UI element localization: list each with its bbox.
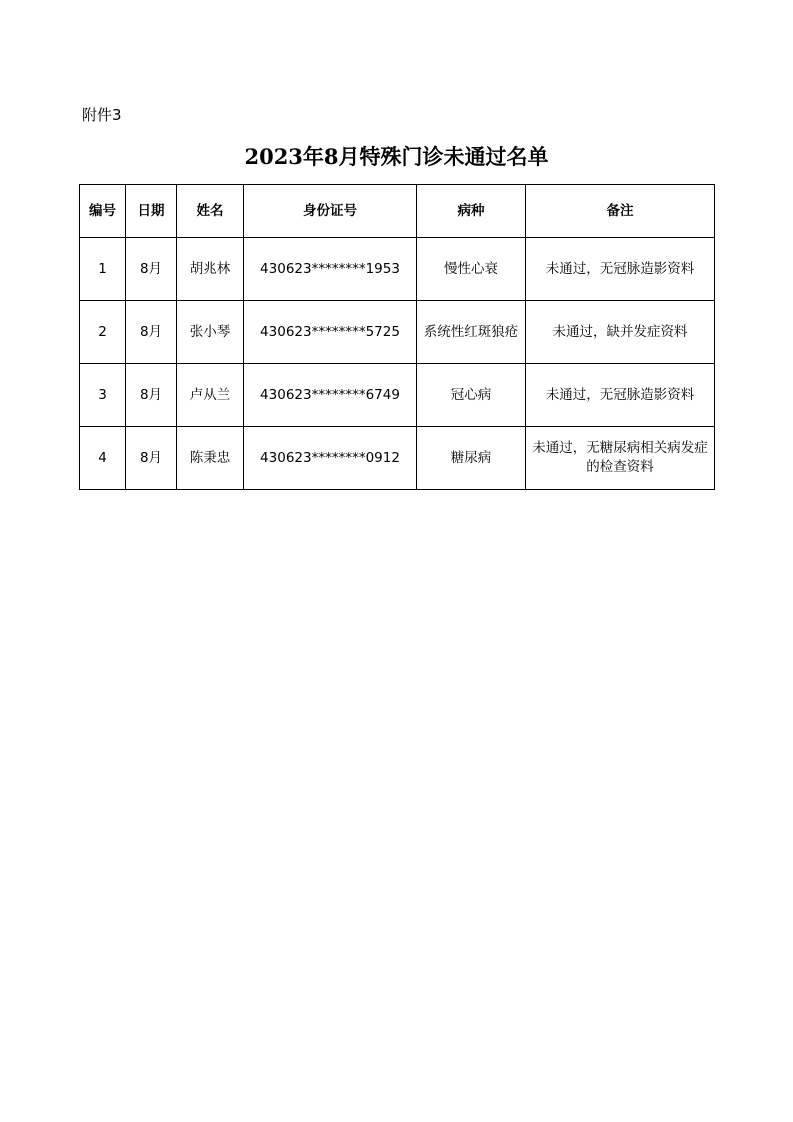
cell-disease: 糖尿病 bbox=[417, 427, 526, 490]
header-id-number: 身份证号 bbox=[244, 185, 417, 238]
document-title: 2023年8月特殊门诊未通过名单 bbox=[244, 144, 549, 169]
table-row bbox=[80, 301, 715, 364]
cell-number: 3 bbox=[80, 364, 126, 427]
cell-remarks: 未通过，无冠脉造影资料 bbox=[526, 238, 715, 301]
cell-number: 1 bbox=[80, 238, 126, 301]
header-remarks: 备注 bbox=[526, 185, 715, 238]
cell-remarks: 未通过，无冠脉造影资料 bbox=[526, 364, 715, 427]
cell-id-number: 430623********0912 bbox=[244, 427, 417, 490]
table-row bbox=[80, 427, 715, 490]
header-date: 日期 bbox=[126, 185, 177, 238]
cell-remarks: 未通过，无糖尿病相关病发症的检查资料 bbox=[526, 427, 715, 490]
table-row bbox=[80, 364, 715, 427]
cell-number: 4 bbox=[80, 427, 126, 490]
cell-disease: 慢性心衰 bbox=[417, 238, 526, 301]
table-header-row bbox=[80, 185, 715, 238]
cell-id-number: 430623********1953 bbox=[244, 238, 417, 301]
cell-date: 8月 bbox=[126, 238, 177, 301]
cell-remarks: 未通过，缺并发症资料 bbox=[526, 301, 715, 364]
cell-name: 陈秉忠 bbox=[177, 427, 244, 490]
cell-date: 8月 bbox=[126, 364, 177, 427]
cell-number: 2 bbox=[80, 301, 126, 364]
cell-date: 8月 bbox=[126, 427, 177, 490]
cell-disease: 系统性红斑狼疮 bbox=[417, 301, 526, 364]
table-row bbox=[80, 238, 715, 301]
cell-name: 卢从兰 bbox=[177, 364, 244, 427]
header-number: 编号 bbox=[80, 185, 126, 238]
header-disease: 病种 bbox=[417, 185, 526, 238]
attachment-label: 附件3 bbox=[82, 106, 122, 124]
header-name: 姓名 bbox=[177, 185, 244, 238]
cell-name: 胡兆林 bbox=[177, 238, 244, 301]
cell-name: 张小琴 bbox=[177, 301, 244, 364]
cell-disease: 冠心病 bbox=[417, 364, 526, 427]
cell-date: 8月 bbox=[126, 301, 177, 364]
cell-id-number: 430623********5725 bbox=[244, 301, 417, 364]
cell-id-number: 430623********6749 bbox=[244, 364, 417, 427]
failed-list-table bbox=[79, 184, 715, 490]
